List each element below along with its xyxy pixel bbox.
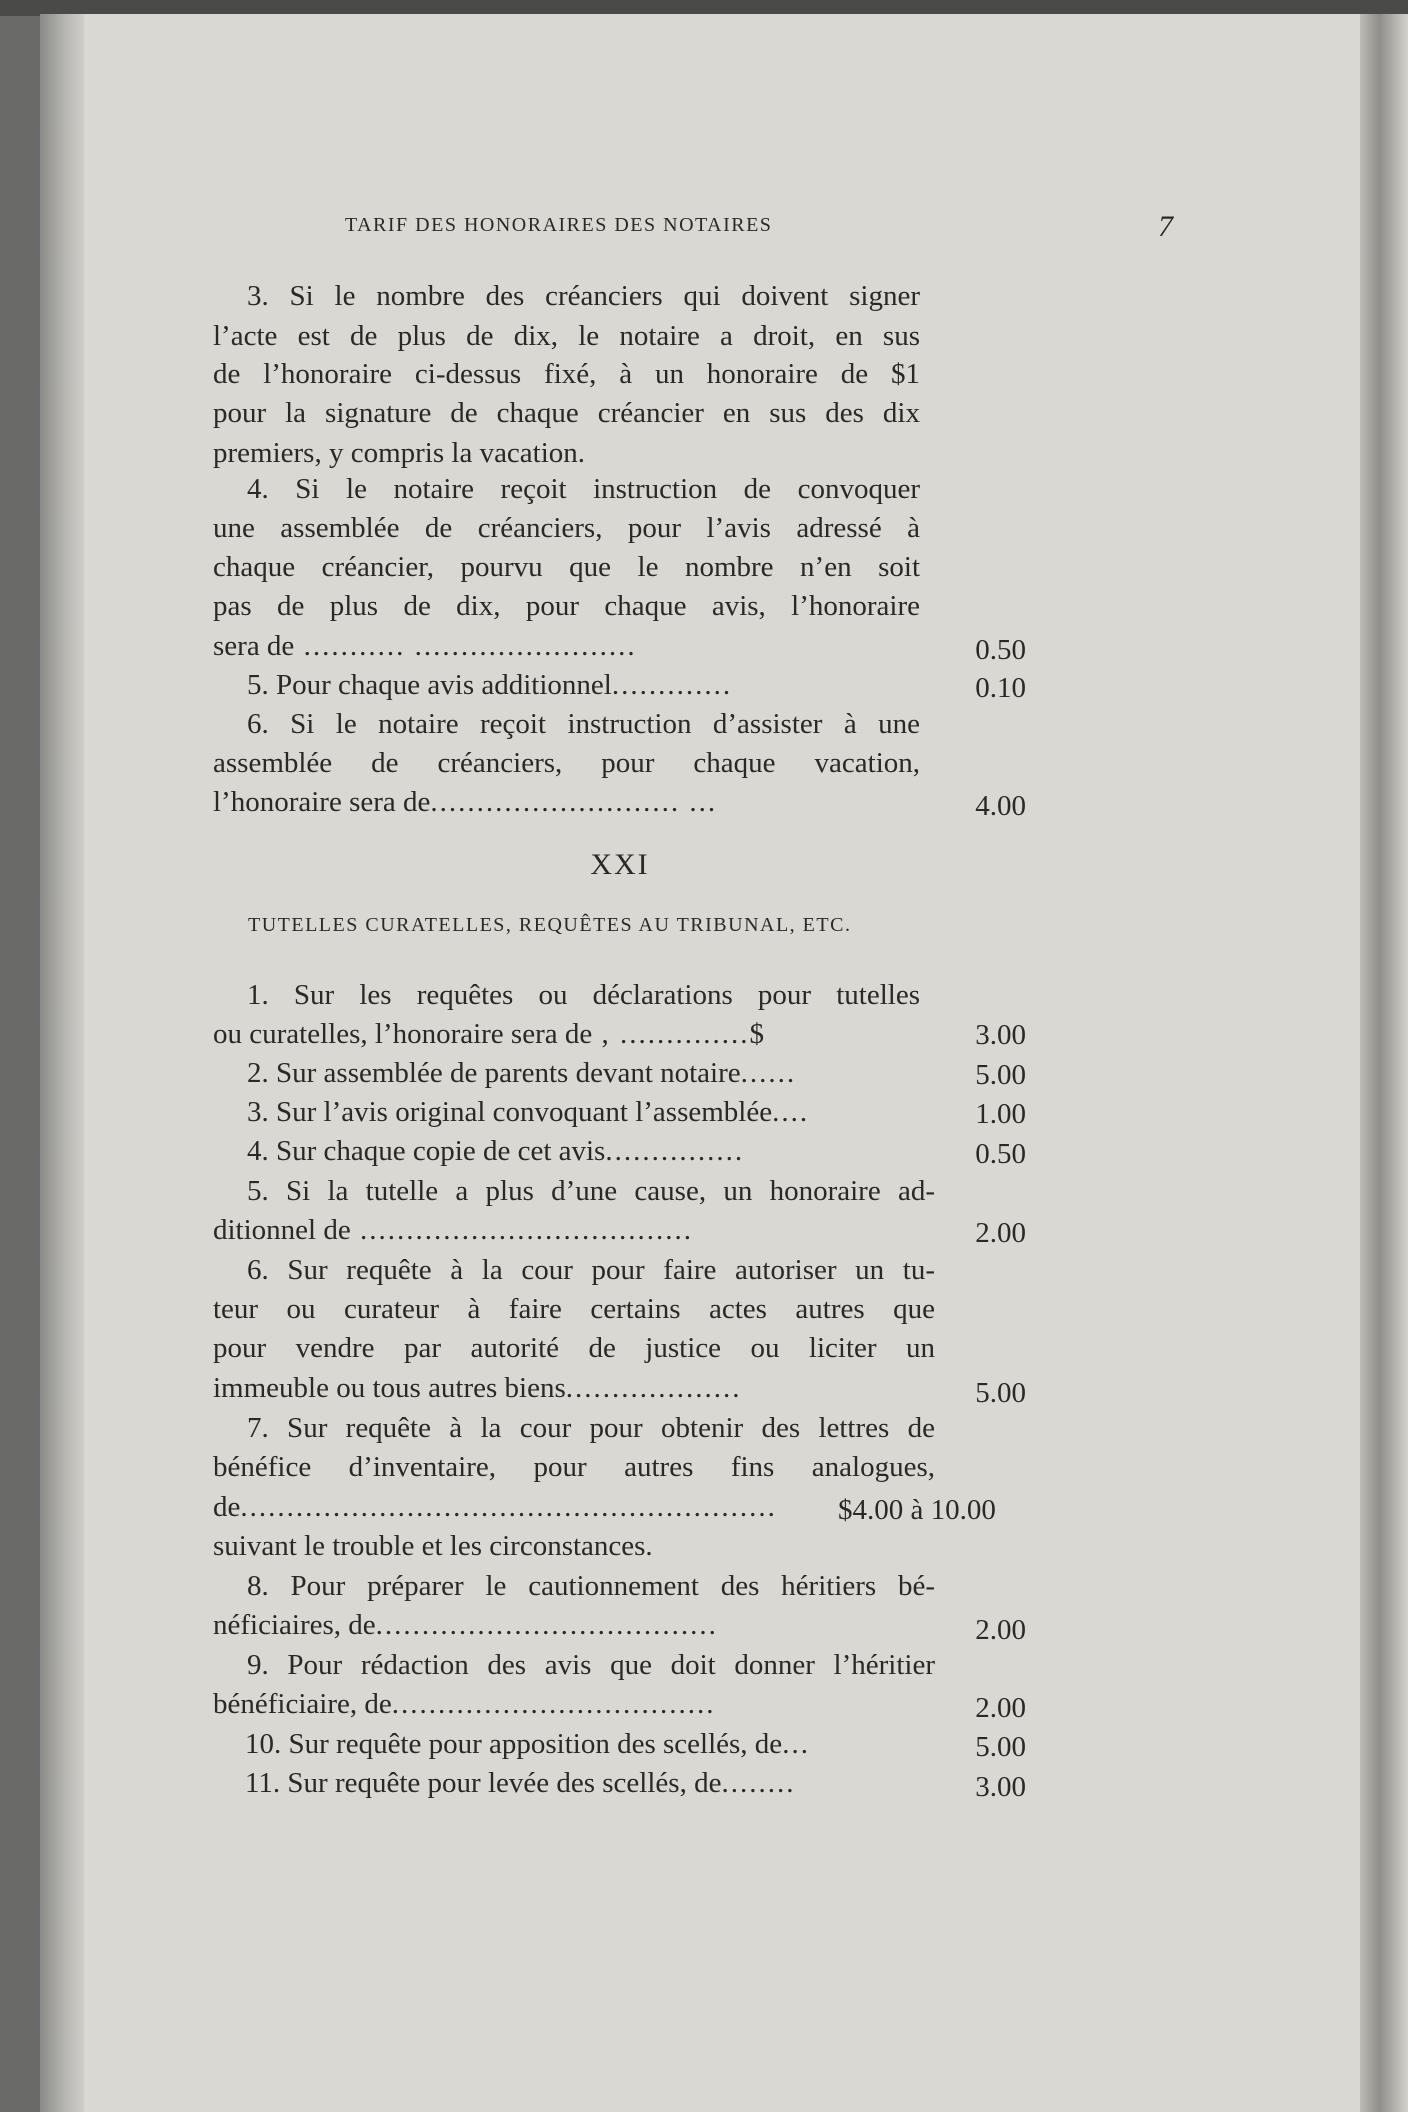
tariff-line-label: ou curatelles, l’honoraire sera de , ..............$ — [213, 1018, 764, 1050]
paragraph-line: pas de plus de dix, pour chaque avis, l’honoraire — [213, 590, 920, 622]
tariff-amount: 5.00 — [975, 1059, 1026, 1091]
tariff-line-label: bénéficiaire, de................................... — [213, 1688, 716, 1720]
paragraph-line: 7. Sur requête à la cour pour obtenir des lettres de — [247, 1412, 935, 1444]
paragraph-line: pour vendre par autorité de justice ou liciter un — [213, 1332, 935, 1364]
tariff-line-label: l’honoraire sera de........................... ... — [213, 786, 718, 818]
tariff-line-label: ditionnel de .................................... — [213, 1214, 693, 1246]
paragraph-line: suivant le trouble et les circonstances. — [213, 1530, 653, 1562]
tariff-amount: 0.50 — [975, 1138, 1026, 1170]
paragraph-line: 9. Pour rédaction des avis que doit donner l’héritier — [247, 1649, 935, 1681]
tariff-amount: 5.00 — [975, 1377, 1026, 1409]
tariff-line-label: immeuble ou tous autres biens................... — [213, 1372, 742, 1404]
paragraph-line: 6. Si le notaire reçoit instruction d’assister à une — [247, 708, 920, 740]
tariff-amount: 2.00 — [975, 1692, 1026, 1724]
tariff-line-label: sera de ........... ........................ — [213, 630, 637, 662]
tariff-line-label: 11. Sur requête pour levée des scellés, de........ — [245, 1767, 796, 1799]
paragraph-line: bénéfice d’inventaire, pour autres fins analogues, — [213, 1451, 935, 1483]
paragraph-line: 3. Si le nombre des créanciers qui doivent signer — [247, 280, 920, 312]
tariff-amount: 4.00 — [975, 790, 1026, 822]
paragraph-line: teur ou curateur à faire certains actes autres que — [213, 1293, 935, 1325]
paragraph-line: 6. Sur requête à la cour pour faire autoriser un tu- — [247, 1254, 935, 1286]
paragraph-line: chaque créancier, pourvu que le nombre n’en soit — [213, 551, 920, 583]
tariff-amount: 2.00 — [975, 1217, 1026, 1249]
paragraph-line: 8. Pour préparer le cautionnement des héritiers bé- — [247, 1570, 935, 1602]
section-title: TUTELLES CURATELLES, REQUÊTES AU TRIBUNAL, ETC. — [248, 914, 852, 936]
tariff-amount: 0.50 — [975, 634, 1026, 666]
book-spine-shadow — [40, 14, 84, 2112]
running-header: TARIF DES HONORAIRES DES NOTAIRES — [345, 214, 773, 236]
tariff-amount: 2.00 — [975, 1614, 1026, 1646]
tariff-line-label: 4. Sur chaque copie de cet avis............... — [247, 1135, 745, 1167]
page-right-edge — [1360, 14, 1408, 2112]
tariff-line-label: de.......................................................... — [213, 1491, 777, 1523]
tariff-amount: 5.00 — [975, 1731, 1026, 1763]
tariff-line-label: 2. Sur assemblée de parents devant notaire...... — [247, 1057, 797, 1089]
paragraph-line: l’acte est de plus de dix, le notaire a droit, en sus — [213, 320, 920, 352]
section-number: XXI — [590, 848, 650, 881]
tariff-line-label: 5. Pour chaque avis additionnel............. — [247, 669, 733, 701]
tariff-amount: 1.00 — [975, 1098, 1026, 1130]
tariff-line-label: 10. Sur requête pour apposition des scellés, de... — [245, 1728, 810, 1760]
tariff-line-label: 3. Sur l’avis original convoquant l’assemblée.... — [247, 1096, 810, 1128]
tariff-amount: 3.00 — [975, 1771, 1026, 1803]
tariff-amount: 3.00 — [975, 1019, 1026, 1051]
paragraph-line: pour la signature de chaque créancier en sus des dix — [213, 397, 920, 429]
paragraph-line: 4. Si le notaire reçoit instruction de convoquer — [247, 473, 920, 505]
paragraph-line: une assemblée de créanciers, pour l’avis adressé à — [213, 512, 920, 544]
paragraph-line: 1. Sur les requêtes ou déclarations pour tutelles — [247, 979, 920, 1011]
tariff-line-label: néficiaires, de..................................... — [213, 1609, 718, 1641]
paragraph-line: premiers, y compris la vacation. — [213, 437, 586, 469]
paragraph-line: de l’honoraire ci-dessus fixé, à un honoraire de $1 — [213, 358, 920, 390]
tariff-amount-range: $4.00 à 10.00 — [838, 1494, 996, 1526]
paragraph-line: 5. Si la tutelle a plus d’une cause, un honoraire ad- — [247, 1175, 935, 1207]
tariff-amount: 0.10 — [975, 672, 1026, 704]
page-number: 7 — [1158, 210, 1173, 243]
paragraph-line: assemblée de créanciers, pour chaque vacation, — [213, 747, 920, 779]
